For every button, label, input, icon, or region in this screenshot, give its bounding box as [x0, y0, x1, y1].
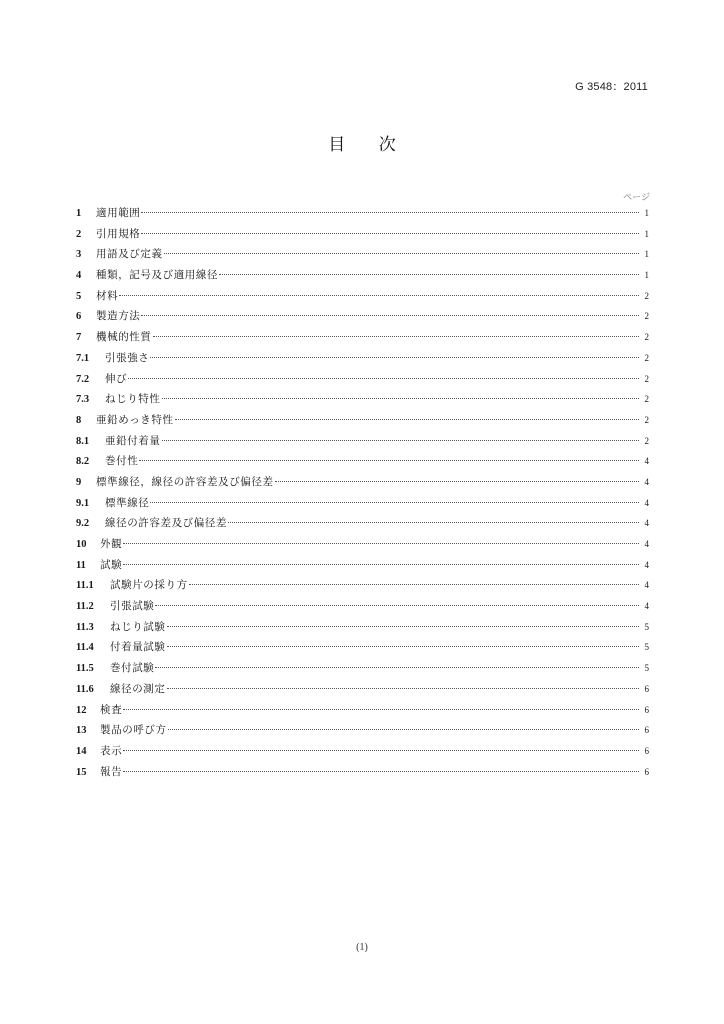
toc-dot-leader: [162, 398, 640, 399]
toc-entry[interactable]: [76, 350, 649, 371]
toc-entry-title: 付着量試験: [110, 641, 166, 654]
toc-dot-leader: [219, 274, 639, 275]
toc-entry-number: 11.4: [76, 642, 94, 654]
toc-entry-page: 6: [644, 683, 649, 694]
toc-entry-number: 9.1: [76, 497, 90, 509]
toc-entry-number: 12: [76, 704, 87, 716]
toc-dot-leader: [128, 378, 639, 379]
toc-entry-number: 7.1: [76, 352, 90, 364]
toc-entry-title: 巻付試験: [110, 662, 155, 675]
toc-entry-page: 1: [644, 270, 649, 281]
toc-entry-number: 7.3: [76, 394, 90, 406]
toc-dot-leader: [141, 315, 639, 316]
toc-entry-title: 亜鉛めっき特性: [96, 413, 174, 426]
toc-entry-title: ねじり試験: [110, 620, 166, 633]
toc-entry-title: 巻付性: [105, 455, 139, 468]
toc-dot-leader: [141, 212, 639, 213]
toc-entry-number: 5: [76, 290, 82, 302]
toc-entry-number: 3: [76, 249, 82, 261]
toc-entry[interactable]: [76, 619, 649, 640]
toc-entry-number: 8.2: [76, 456, 90, 468]
toc-entry-number: 14: [76, 745, 87, 757]
toc-entry[interactable]: [76, 577, 649, 598]
toc-entry[interactable]: [76, 453, 649, 474]
toc-entry-number: 9: [76, 476, 82, 488]
toc-entry-page: 5: [644, 642, 649, 653]
toc-entry-title: 種類，記号及び適用線径: [96, 269, 219, 282]
toc-entry-title: 検査: [100, 703, 123, 716]
toc-entry[interactable]: [76, 639, 649, 660]
toc-entry-number: 7: [76, 332, 82, 344]
toc-entry-title: 線径の測定: [110, 682, 166, 695]
toc-entry-title: 外観: [100, 538, 123, 550]
toc-entry[interactable]: [76, 660, 649, 681]
toc-entry[interactable]: [76, 536, 649, 557]
toc-entry-title: 伸び: [105, 372, 128, 385]
toc-entry-page: 2: [644, 373, 649, 384]
toc-entry-title: 亜鉛付着量: [105, 434, 161, 447]
toc-dot-leader: [167, 626, 640, 627]
toc-entry-page: 5: [644, 663, 649, 674]
toc-dot-leader: [153, 336, 640, 337]
toc-entry-page: 2: [644, 435, 649, 446]
toc-dot-leader: [167, 688, 640, 689]
toc-entry[interactable]: [76, 433, 649, 454]
toc-entry[interactable]: [76, 246, 649, 267]
toc-dot-leader: [167, 646, 640, 647]
toc-entry-page: 2: [644, 290, 649, 301]
toc-entry-title: 報告: [100, 765, 123, 778]
toc-dot-leader: [228, 522, 639, 523]
toc-entry[interactable]: [76, 764, 649, 785]
toc-entry[interactable]: [76, 598, 649, 619]
toc-entry-page: 6: [644, 725, 649, 736]
toc-dot-leader: [139, 460, 639, 461]
toc-dot-leader: [141, 233, 639, 234]
toc-entry[interactable]: [76, 288, 649, 309]
toc-dot-leader: [150, 357, 639, 358]
toc-entry-page: 4: [644, 539, 649, 549]
toc-entry-number: 1: [76, 208, 82, 219]
toc-entry-page: 4: [644, 456, 649, 467]
toc-entry-title: 材料: [96, 289, 119, 302]
toc-entry[interactable]: [76, 495, 649, 516]
toc-entry[interactable]: [76, 205, 649, 226]
toc-entry-title: 線径の許容差及び偏径差: [105, 517, 228, 530]
toc-entry-number: 11: [76, 559, 86, 571]
table-of-contents: [76, 205, 649, 784]
toc-entry-title: 機械的性質: [96, 331, 152, 344]
toc-dot-leader: [168, 729, 639, 730]
toc-entry-page: 6: [644, 704, 649, 715]
toc-entry-number: 2: [76, 228, 82, 240]
toc-entry[interactable]: [76, 329, 649, 350]
toc-entry-number: 10: [76, 539, 87, 550]
page-number-footer: (1): [356, 942, 368, 953]
toc-entry-page: 4: [644, 518, 649, 529]
toc-dot-leader: [155, 605, 639, 606]
toc-entry-number: 11.6: [76, 683, 94, 695]
toc-entry-page: 4: [644, 601, 649, 612]
toc-entry-page: 2: [644, 414, 649, 425]
toc-entry-number: 8.1: [76, 435, 90, 447]
toc-entry-number: 4: [76, 270, 82, 282]
toc-entry-number: 13: [76, 725, 87, 737]
toc-entry-title: 標準線径: [105, 496, 150, 509]
toc-entry-title: ねじり特性: [105, 393, 161, 406]
toc-dot-leader: [175, 419, 639, 420]
toc-entry-page: 1: [644, 228, 649, 239]
toc-entry-page: 2: [644, 352, 649, 363]
toc-entry-title: 試験: [100, 558, 123, 571]
toc-dot-leader: [123, 543, 639, 544]
toc-entry[interactable]: [76, 557, 649, 578]
toc-dot-leader: [155, 667, 639, 668]
toc-entry-number: 6: [76, 311, 82, 323]
toc-entry-page: 4: [644, 580, 649, 591]
toc-entry-number: 8: [76, 414, 82, 426]
toc-entry-page: 2: [644, 311, 649, 322]
toc-entry[interactable]: [76, 226, 649, 247]
toc-entry-number: 7.2: [76, 373, 90, 385]
toc-entry-title: 引張強さ: [105, 351, 150, 364]
toc-dot-leader: [150, 502, 639, 503]
toc-entry-page: 2: [644, 332, 649, 343]
toc-dot-leader: [123, 564, 639, 565]
toc-entry[interactable]: [76, 702, 649, 723]
toc-entry-number: 11.1: [76, 580, 94, 592]
toc-entry[interactable]: [76, 681, 649, 702]
toc-entry-page: 2: [644, 394, 649, 405]
toc-dot-leader: [189, 584, 639, 585]
toc-entry[interactable]: [76, 474, 649, 495]
toc-entry-title: 引張試験: [110, 600, 155, 613]
toc-entry-number: 15: [76, 766, 87, 778]
toc-entry-title: 適用範囲: [96, 207, 141, 219]
toc-entry[interactable]: [76, 267, 649, 288]
toc-entry-page: 6: [644, 745, 649, 756]
toc-entry-page: 4: [644, 559, 649, 570]
toc-entry-title: 引用規格: [96, 227, 141, 240]
toc-entry-title: 用語及び定義: [96, 248, 163, 261]
toc-entry-title: 製品の呼び方: [100, 724, 167, 737]
toc-dot-leader: [123, 750, 639, 751]
toc-dot-leader: [119, 295, 639, 296]
toc-dot-leader: [164, 253, 639, 254]
toc-entry[interactable]: [76, 515, 649, 536]
toc-entry[interactable]: [76, 391, 649, 412]
toc-entry-title: 表示: [100, 744, 123, 757]
toc-entry-title: 試験片の採り方: [110, 579, 188, 592]
toc-entry-page: 1: [644, 208, 649, 218]
toc-dot-leader: [275, 481, 639, 482]
toc-dot-leader: [162, 440, 640, 441]
toc-dot-leader: [123, 771, 639, 772]
page-title: 目 次: [328, 135, 410, 155]
toc-entry-page: 4: [644, 476, 649, 487]
toc-entry-number: 11.2: [76, 601, 94, 613]
toc-entry-page: 1: [644, 249, 649, 260]
toc-entry[interactable]: [76, 412, 649, 433]
toc-entry-title: 標準線径，線径の許容差及び偏径差: [96, 475, 274, 488]
toc-entry[interactable]: [76, 308, 649, 329]
toc-entry[interactable]: [76, 743, 649, 764]
toc-entry-number: 9.2: [76, 518, 90, 530]
toc-entry-page: 5: [644, 621, 649, 632]
toc-entry[interactable]: [76, 371, 649, 392]
toc-entry[interactable]: [76, 722, 649, 743]
toc-entry-title: 製造方法: [96, 310, 141, 323]
toc-entry-number: 11.3: [76, 621, 94, 633]
toc-entry-number: 11.5: [76, 663, 94, 675]
document-code: G 3548：2011: [575, 81, 648, 93]
toc-entry-page: 4: [644, 497, 649, 508]
page-column-label: ページ: [623, 193, 650, 203]
toc-entry-page: 6: [644, 766, 649, 777]
toc-dot-leader: [123, 709, 639, 710]
